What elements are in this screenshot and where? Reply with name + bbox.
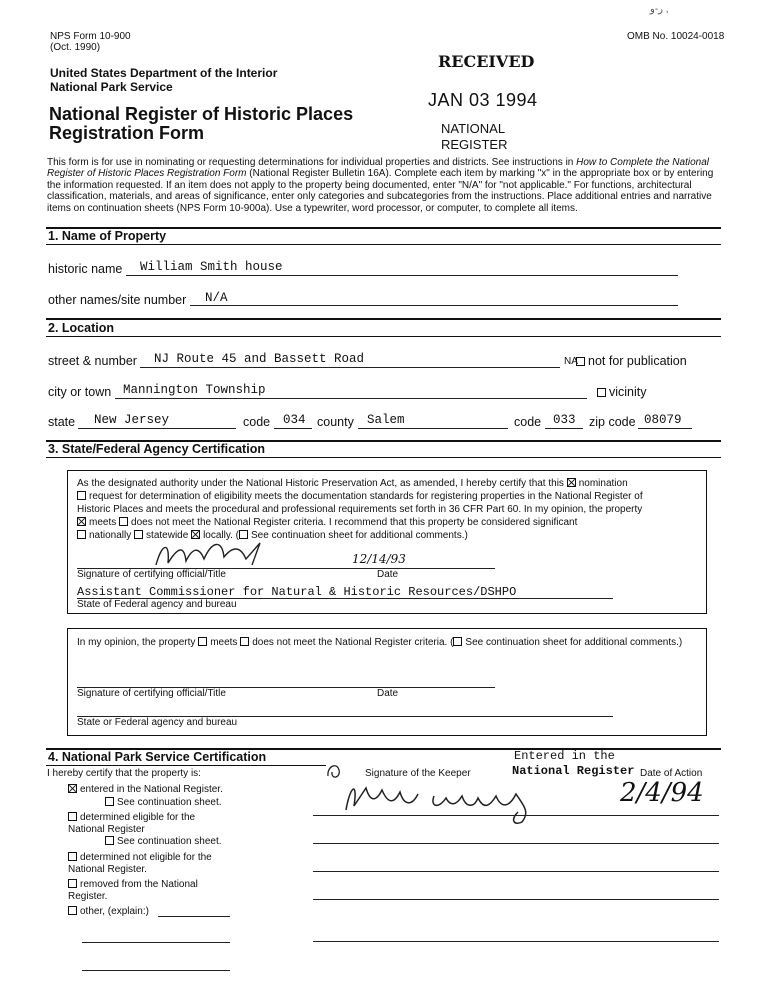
na-mark: NA — [564, 356, 578, 367]
vicinity[interactable]: vicinity — [597, 385, 647, 400]
agency-label-2: State or Federal agency and bureau — [77, 717, 238, 728]
keeper-signature — [338, 776, 568, 828]
certify-label: I hereby certify that the property is: — [47, 768, 201, 779]
section-2-heading: 2. Location — [48, 321, 114, 335]
not-for-publication[interactable]: not for publication — [576, 354, 687, 369]
official-title-field[interactable]: Assistant Commissioner for Natural & Historic Resources/DSHPO — [77, 585, 517, 599]
zip-label: zip code — [589, 415, 636, 429]
stamp-register: REGISTER — [441, 137, 508, 152]
date-label: Date — [377, 569, 399, 580]
opinion-does-not-meet-checkbox[interactable] — [240, 637, 249, 646]
other-names-label: other names/site number — [48, 293, 187, 307]
statewide-checkbox[interactable] — [134, 530, 143, 539]
signature-label-2: Signature of certifying official/Title — [77, 688, 226, 699]
see-continuation-1[interactable]: See continuation sheet. — [105, 797, 222, 809]
instructions-text: This form is for use in nominating or requesting determinations for individual properties and districts. See instructions in How to Complete the National Register of Historic Places Registration Form (National Register Bulletin 16A). Complete each item by marking "x" in the appropriate box or by entering the information requested. If an item does not apply to the property being documented, enter "N/A" for "not applicable." For functions, architectural classification, materials, and areas of significance, enter only categories and subcategories from the instructions. Place additional entries and narrative items on continuation sheets (NPS Form 10-900a). Use a typewriter, word processor, or computer, to complete all items. — [47, 157, 714, 214]
determined-eligible-option[interactable]: determined eligible for the National Register — [68, 812, 196, 835]
not-eligible-checkbox[interactable] — [68, 852, 77, 861]
county-code-field[interactable]: 033 — [553, 413, 576, 427]
service-name: National Park Service — [50, 80, 173, 94]
entered-checkbox[interactable] — [68, 784, 77, 793]
other-names-field[interactable]: N/A — [205, 291, 228, 305]
signature-label: Signature of certifying official/Title — [77, 569, 226, 580]
meets-checkbox[interactable] — [77, 517, 86, 526]
other-option[interactable]: other, (explain:) — [68, 906, 149, 918]
see-continuation-2-checkbox[interactable] — [105, 836, 114, 845]
see-continuation-2[interactable]: See continuation sheet. — [105, 836, 222, 848]
historic-name-field[interactable]: William Smith house — [140, 260, 283, 274]
street-label: street & number — [48, 354, 137, 368]
nomination-checkbox[interactable] — [567, 478, 576, 487]
corner-mark: ر-و , — [650, 4, 669, 15]
form-date: (Oct. 1990) — [50, 42, 101, 53]
received-stamp: RECEIVED — [438, 52, 535, 71]
removed-option[interactable]: removed from the National Register. — [68, 879, 198, 902]
received-date: JAN 03 1994 — [428, 90, 538, 110]
form-title: National Register of Historic Places — [49, 104, 354, 124]
zip-field[interactable]: 08079 — [644, 413, 682, 427]
state-field[interactable]: New Jersey — [94, 413, 170, 427]
form-number: NPS Form 10-900 — [50, 31, 131, 42]
omb-number: OMB No. 10024-0018 — [627, 31, 725, 42]
not-for-publication-checkbox[interactable] — [576, 357, 585, 366]
stamp-national: NATIONAL — [441, 121, 506, 136]
opinion-text: In my opinion, the property meets does not meet the National Register criteria. ( See continuation sheet for additional comments.) — [77, 637, 683, 648]
city-field[interactable]: Mannington Township — [123, 383, 266, 397]
not-eligible-option[interactable]: determined not eligible for the National Register. — [68, 852, 212, 875]
state-code-field[interactable]: 034 — [283, 413, 306, 427]
signature-date: 12/14/93 — [352, 552, 406, 566]
department-name: United States Department of the Interior — [50, 66, 278, 80]
opinion-meets-checkbox[interactable] — [198, 637, 207, 646]
see-continuation-1-checkbox[interactable] — [105, 797, 114, 806]
agency-label: State of Federal agency and bureau — [77, 599, 237, 610]
section-3-heading: 3. State/Federal Agency Certification — [48, 442, 265, 456]
removed-checkbox[interactable] — [68, 879, 77, 888]
keeper-label: Signature of the Keeper — [365, 768, 471, 779]
county-code-label: code — [514, 415, 542, 429]
date-label-2: Date — [377, 688, 399, 699]
certification-text: As the designated authority under the National Historic Preservation Act, as amended, I hereby certify that this nomination request for determination of eligibility meets the documentation standards for registering properties in the National Register of Historic Places and meets the procedural and professional requirements set forth in 36 CFR Part 60. In my opinion, the property meets does not meet the National Register criteria. I recommend that this property be considered significant nationally statewide locally. ( See continuation sheet for additional comments.) — [77, 478, 643, 541]
historic-name-label: historic name — [48, 262, 123, 276]
nationally-checkbox[interactable] — [77, 530, 86, 539]
request-determination-checkbox[interactable] — [77, 491, 86, 500]
entered-stamp-1: Entered in the — [514, 749, 615, 763]
determined-eligible-checkbox[interactable] — [68, 812, 77, 821]
entered-option[interactable]: entered in the National Register. — [68, 784, 223, 796]
state-code-label: code — [243, 415, 271, 429]
entered-stamp-2: National Register — [512, 764, 635, 778]
city-label: city or town — [48, 385, 112, 399]
section-1-heading: 1. Name of Property — [48, 229, 167, 243]
state-label: state — [48, 415, 76, 429]
does-not-meet-checkbox[interactable] — [119, 517, 128, 526]
form-subtitle: Registration Form — [49, 123, 205, 143]
county-field[interactable]: Salem — [367, 413, 405, 427]
opinion-continuation-checkbox[interactable] — [453, 637, 462, 646]
date-of-action-label: Date of Action — [640, 768, 703, 779]
other-checkbox[interactable] — [68, 906, 77, 915]
action-date: 2/4/94 — [620, 778, 704, 808]
section-4-heading: 4. National Park Service Certification — [48, 750, 267, 764]
street-field[interactable]: NJ Route 45 and Bassett Road — [154, 352, 365, 366]
county-label: county — [317, 415, 354, 429]
vicinity-checkbox[interactable] — [597, 388, 606, 397]
